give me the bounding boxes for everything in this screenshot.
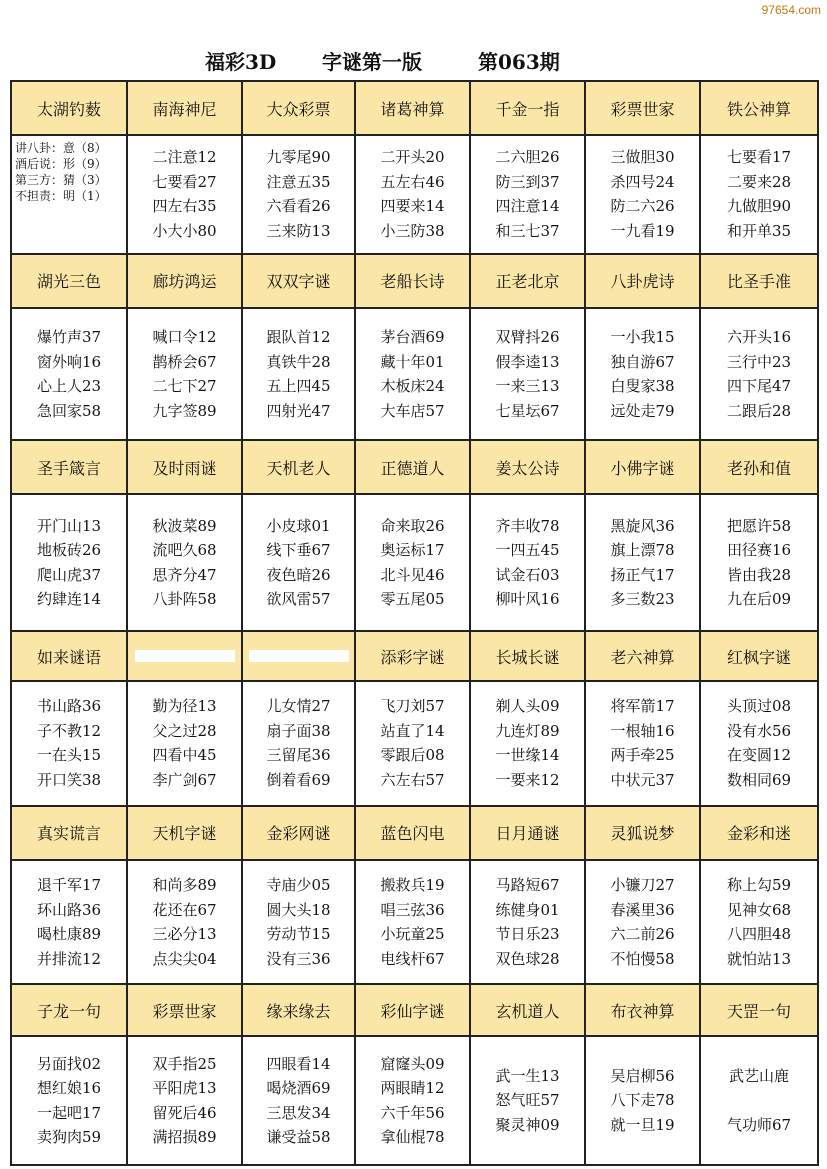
riddle-line: 零五尾05 bbox=[380, 590, 445, 609]
riddle-row bbox=[11, 860, 818, 984]
riddle-line: 花还在67 bbox=[152, 900, 217, 919]
riddle-line: 六二前26 bbox=[610, 925, 675, 943]
column-header: 天机老人 bbox=[242, 440, 355, 494]
riddle-cell bbox=[127, 681, 242, 805]
riddle-line: 思齐分47 bbox=[152, 565, 217, 584]
riddle-line: 把愿许58 bbox=[726, 516, 792, 535]
riddle-line: 八下走78 bbox=[610, 1091, 675, 1110]
column-header: 如来谜语 bbox=[11, 631, 127, 681]
riddle-line: 想红娘16 bbox=[36, 1079, 102, 1098]
riddle-cell bbox=[585, 308, 700, 440]
column-header: 南海神尼 bbox=[127, 81, 242, 135]
riddle-line: 窟窿头09 bbox=[380, 1054, 445, 1073]
column-header: 双双字谜 bbox=[242, 254, 355, 308]
riddle-line: 三来防13 bbox=[266, 221, 331, 240]
riddle-cell bbox=[242, 308, 355, 440]
riddle-line: 称上勾59 bbox=[726, 876, 792, 894]
riddle-cell bbox=[470, 308, 585, 440]
column-header: 八卦虎诗 bbox=[585, 254, 700, 308]
column-header: 千金一指 bbox=[470, 81, 585, 135]
riddle-line: 白叟家38 bbox=[610, 377, 675, 396]
riddle-line: 拿仙棍78 bbox=[380, 1128, 445, 1147]
riddle-line: 春溪里36 bbox=[610, 900, 675, 919]
column-header: 金彩和迷 bbox=[700, 806, 818, 860]
riddle-line: 就怕站13 bbox=[726, 949, 792, 968]
riddle-line: 防三到37 bbox=[495, 172, 560, 191]
riddle-line: 喝烧酒69 bbox=[266, 1079, 331, 1098]
riddle-cell bbox=[585, 860, 700, 984]
riddle-line: 九字签89 bbox=[152, 401, 217, 420]
riddle-line: 六开头16 bbox=[726, 328, 792, 347]
riddle-line: 心上人23 bbox=[36, 377, 102, 396]
riddle-line: 开门山13 bbox=[36, 516, 102, 535]
riddle-line: 八卦阵58 bbox=[152, 590, 217, 609]
riddle-line: 将军箭17 bbox=[610, 697, 675, 716]
riddle-line: 四下尾47 bbox=[726, 377, 792, 396]
riddle-line: 七要看27 bbox=[152, 172, 217, 191]
riddle-line: 爬山虎37 bbox=[36, 565, 102, 584]
riddle-cell bbox=[355, 135, 470, 253]
riddle-line: 茅台酒69 bbox=[380, 328, 445, 347]
riddle-line: 见神女68 bbox=[726, 900, 792, 919]
lottery-name: 福彩3D bbox=[205, 50, 277, 74]
riddle-line: 小玩童25 bbox=[380, 925, 445, 943]
riddle-line: 零跟后08 bbox=[380, 746, 445, 765]
riddle-line: 留死后46 bbox=[152, 1103, 217, 1122]
riddle-cell bbox=[700, 494, 818, 631]
riddle-line: 和三七37 bbox=[495, 221, 560, 240]
riddle-line: 七星坛67 bbox=[495, 401, 560, 420]
riddle-line: 八四胆48 bbox=[726, 925, 792, 943]
riddle-line: 双手指25 bbox=[152, 1054, 217, 1073]
riddle-line: 三留尾36 bbox=[266, 746, 331, 765]
riddle-line: 九连灯89 bbox=[495, 721, 560, 740]
riddle-cell bbox=[470, 494, 585, 631]
riddle-line: 双臂抖26 bbox=[495, 328, 560, 347]
riddle-cell bbox=[470, 135, 585, 253]
column-header: 天机字谜 bbox=[127, 806, 242, 860]
riddle-line: 三思发34 bbox=[266, 1103, 331, 1122]
column-header: 老船长诗 bbox=[355, 254, 470, 308]
riddle-line: 开口笑38 bbox=[36, 770, 102, 789]
riddle-cell bbox=[127, 135, 242, 253]
riddle-line: 远处走79 bbox=[610, 401, 675, 420]
riddle-line: 马路短67 bbox=[495, 876, 560, 894]
riddle-cell bbox=[242, 681, 355, 805]
riddle-line: 谦受益58 bbox=[266, 1128, 331, 1147]
riddle-line: 喊口令12 bbox=[152, 328, 217, 347]
riddle-line: 满招损89 bbox=[152, 1128, 217, 1147]
riddle-row bbox=[11, 135, 818, 253]
riddle-line: 木板床24 bbox=[380, 377, 445, 396]
riddle-line: 在变圆12 bbox=[726, 746, 792, 765]
riddle-line: 扇子面38 bbox=[266, 721, 331, 740]
riddle-cell bbox=[11, 1036, 127, 1165]
riddle-cell bbox=[242, 860, 355, 984]
riddle-line: 四射光47 bbox=[266, 401, 331, 420]
riddle-line: 黑旋风36 bbox=[610, 516, 675, 535]
riddle-line: 电线杆67 bbox=[380, 949, 445, 968]
riddle-line: 练健身01 bbox=[495, 900, 560, 919]
riddle-line: 就一旦19 bbox=[610, 1115, 675, 1134]
riddle-line: 另面找02 bbox=[36, 1054, 102, 1073]
riddle-line: 数相同69 bbox=[726, 770, 792, 789]
riddle-line: 儿女情27 bbox=[266, 697, 331, 716]
header-row bbox=[11, 254, 818, 308]
header-row bbox=[11, 440, 818, 494]
riddle-line: 二跟后28 bbox=[726, 401, 792, 420]
riddle-cell bbox=[127, 308, 242, 440]
riddle-line: 假李逵13 bbox=[495, 352, 560, 371]
riddle-line: 一要来12 bbox=[495, 770, 560, 789]
riddle-line: 怒气旺57 bbox=[495, 1091, 560, 1110]
riddle-line: 唱三弦36 bbox=[380, 900, 445, 919]
header-row bbox=[11, 81, 818, 135]
riddle-line: 卖狗肉59 bbox=[36, 1128, 102, 1147]
riddle-line: 四看中45 bbox=[152, 746, 217, 765]
riddle-line: 三行中23 bbox=[726, 352, 792, 371]
riddle-cell bbox=[11, 494, 127, 631]
column-header: 红枫字谜 bbox=[700, 631, 818, 681]
column-header: 天罡一句 bbox=[700, 984, 818, 1036]
riddle-cell bbox=[127, 494, 242, 631]
riddle-cell bbox=[355, 860, 470, 984]
riddle-line: 流吧久68 bbox=[152, 541, 217, 560]
riddle-line: 搬救兵19 bbox=[380, 876, 445, 894]
riddle-line: 鹊桥会67 bbox=[152, 352, 217, 371]
column-header: 及时雨谜 bbox=[127, 440, 242, 494]
riddle-line bbox=[701, 1088, 817, 1113]
riddle-cell bbox=[11, 308, 127, 440]
riddle-line: 五上四45 bbox=[266, 377, 331, 396]
riddle-line: 夜色暗26 bbox=[266, 565, 331, 584]
site-watermark: 97654.com bbox=[761, 3, 821, 17]
riddle-line: 李广剑67 bbox=[152, 770, 217, 789]
column-header: 诸葛神算 bbox=[355, 81, 470, 135]
riddle-line: 三做胆30 bbox=[610, 148, 675, 167]
riddle-cell bbox=[355, 681, 470, 805]
riddle-line: 一起吧17 bbox=[36, 1103, 102, 1122]
riddle-cell bbox=[127, 860, 242, 984]
riddle-line: 北斗见46 bbox=[380, 565, 445, 584]
riddle-line: 试金石03 bbox=[495, 565, 560, 584]
riddle-line: 命来取26 bbox=[380, 516, 445, 535]
riddle-cell bbox=[242, 1036, 355, 1165]
column-header: 蓝色闪电 bbox=[355, 806, 470, 860]
riddle-cell bbox=[585, 1036, 700, 1165]
column-header: 湖光三色 bbox=[11, 254, 127, 308]
riddle-cell bbox=[470, 681, 585, 805]
riddle-cell bbox=[242, 494, 355, 631]
riddle-line: 九零尾90 bbox=[266, 148, 331, 167]
riddle-line: 大车店57 bbox=[380, 401, 445, 420]
column-header bbox=[242, 631, 355, 681]
column-header: 廊坊鸿运 bbox=[127, 254, 242, 308]
riddle-line: 倒着看69 bbox=[266, 770, 331, 789]
riddle-line: 喝杜康89 bbox=[36, 925, 102, 943]
riddle-line: 飞刀刘57 bbox=[380, 697, 445, 716]
riddle-cell bbox=[585, 681, 700, 805]
column-header: 彩票世家 bbox=[127, 984, 242, 1036]
column-header bbox=[127, 631, 242, 681]
riddle-cell bbox=[700, 860, 818, 984]
riddle-line: 二注意12 bbox=[152, 148, 217, 167]
riddle-line: 九在后09 bbox=[726, 590, 792, 609]
riddle-line: 三必分13 bbox=[152, 925, 217, 943]
header-row bbox=[11, 631, 818, 681]
riddle-line: 真铁牛28 bbox=[266, 352, 331, 371]
riddle-line: 吴启柳56 bbox=[610, 1066, 675, 1085]
riddle-line: 杀四号24 bbox=[610, 172, 675, 191]
page-title bbox=[0, 44, 827, 78]
riddle-line: 节日乐23 bbox=[495, 925, 560, 943]
header-row bbox=[11, 806, 818, 860]
riddle-line: 注意五35 bbox=[266, 172, 331, 191]
riddle-line: 劳动节15 bbox=[266, 925, 331, 943]
riddle-row bbox=[11, 308, 818, 440]
column-header: 小佛字谜 bbox=[585, 440, 700, 494]
column-header: 金彩网谜 bbox=[242, 806, 355, 860]
riddle-line: 奥运标17 bbox=[380, 541, 445, 560]
riddle-cell bbox=[355, 308, 470, 440]
riddle-line: 气功师67 bbox=[726, 1115, 792, 1134]
riddle-line: 四要来14 bbox=[380, 197, 445, 216]
column-header: 姜太公诗 bbox=[470, 440, 585, 494]
riddle-line: 四眼看14 bbox=[266, 1054, 331, 1073]
riddle-line: 和尚多89 bbox=[152, 876, 217, 894]
riddle-line: 四注意14 bbox=[495, 197, 560, 216]
column-header: 布衣神算 bbox=[585, 984, 700, 1036]
riddle-cell bbox=[127, 1036, 242, 1165]
riddle-line: 二七下27 bbox=[152, 377, 217, 396]
riddle-line: 不怕慢58 bbox=[610, 949, 675, 968]
riddle-line: 二开头20 bbox=[380, 148, 445, 167]
riddle-line: 一在头15 bbox=[36, 746, 102, 765]
riddle-line: 父之过28 bbox=[152, 721, 217, 740]
riddle-line: 窗外响16 bbox=[36, 352, 102, 371]
edition-name: 字谜第一版 bbox=[322, 50, 422, 74]
column-header: 日月通谜 bbox=[470, 806, 585, 860]
riddle-line: 跟队首12 bbox=[266, 328, 331, 347]
column-header: 彩票世家 bbox=[585, 81, 700, 135]
riddle-line: 一世缘14 bbox=[495, 746, 560, 765]
note-line: 不担责：明（1） bbox=[15, 189, 107, 204]
column-header: 缘来缘去 bbox=[242, 984, 355, 1036]
riddle-line: 子不教12 bbox=[36, 721, 102, 740]
riddle-line: 点尖尖04 bbox=[152, 949, 217, 968]
column-header: 老孙和值 bbox=[700, 440, 818, 494]
note-cell bbox=[11, 135, 127, 253]
riddle-cell bbox=[700, 308, 818, 440]
riddle-line: 两手牵25 bbox=[610, 746, 675, 765]
riddle-line: 约肆连14 bbox=[36, 590, 102, 609]
riddle-cell bbox=[11, 860, 127, 984]
riddle-line: 剃人头09 bbox=[495, 697, 560, 716]
note-line: 酒后说：形（9） bbox=[15, 157, 107, 172]
column-header: 彩仙字谜 bbox=[355, 984, 470, 1036]
riddle-cell bbox=[11, 681, 127, 805]
riddle-cell bbox=[585, 135, 700, 253]
riddle-line: 旗上漂78 bbox=[610, 541, 675, 560]
riddle-line: 急回家58 bbox=[36, 401, 102, 420]
riddle-cell bbox=[585, 494, 700, 631]
riddle-cell bbox=[700, 1036, 818, 1165]
riddle-line: 皆由我28 bbox=[726, 565, 792, 584]
riddle-table bbox=[10, 80, 819, 1166]
column-header: 玄机道人 bbox=[470, 984, 585, 1036]
column-header: 老六神算 bbox=[585, 631, 700, 681]
riddle-line: 寺庙少05 bbox=[266, 876, 331, 894]
riddle-line: 九做胆90 bbox=[726, 197, 792, 216]
riddle-line: 小三防38 bbox=[380, 221, 445, 240]
riddle-line: 五左右46 bbox=[380, 172, 445, 191]
riddle-line: 线下垂67 bbox=[266, 541, 331, 560]
riddle-cell bbox=[242, 135, 355, 253]
note-line: 讲八卦：意（8） bbox=[15, 141, 107, 156]
column-header: 长城长谜 bbox=[470, 631, 585, 681]
riddle-line: 平阳虎13 bbox=[152, 1079, 217, 1098]
riddle-line: 欲风雷57 bbox=[266, 590, 331, 609]
riddle-line: 扬正气17 bbox=[610, 565, 675, 584]
riddle-line: 站直了14 bbox=[380, 721, 445, 740]
riddle-cell bbox=[355, 1036, 470, 1165]
column-header: 大众彩票 bbox=[242, 81, 355, 135]
header-row bbox=[11, 984, 818, 1036]
riddle-line: 藏十年01 bbox=[380, 352, 445, 371]
riddle-line: 秋波菜89 bbox=[152, 516, 217, 535]
riddle-row bbox=[11, 1036, 818, 1165]
riddle-line: 田径赛16 bbox=[726, 541, 792, 560]
riddle-line: 一九看19 bbox=[610, 221, 675, 240]
riddle-cell bbox=[700, 135, 818, 253]
note-line: 第三方：猜（3） bbox=[15, 173, 107, 188]
riddle-line: 武一生13 bbox=[495, 1066, 560, 1085]
column-header: 圣手箴言 bbox=[11, 440, 127, 494]
riddle-line: 没有水56 bbox=[726, 721, 792, 740]
column-header: 添彩字谜 bbox=[355, 631, 470, 681]
riddle-line: 书山路36 bbox=[36, 697, 102, 716]
riddle-line: 六看看26 bbox=[266, 197, 331, 216]
riddle-line: 一根轴16 bbox=[610, 721, 675, 740]
issue-number: 第063期 bbox=[478, 50, 560, 74]
column-header: 比圣手准 bbox=[700, 254, 818, 308]
riddle-line: 圆大头18 bbox=[266, 900, 331, 919]
riddle-line: 一来三13 bbox=[495, 377, 560, 396]
riddle-line: 和开单35 bbox=[726, 221, 792, 240]
riddle-line: 柳叶风16 bbox=[495, 590, 560, 609]
riddle-line: 七要看17 bbox=[726, 148, 792, 167]
riddle-line: 一四五45 bbox=[495, 541, 560, 560]
riddle-cell bbox=[700, 681, 818, 805]
column-header: 正老北京 bbox=[470, 254, 585, 308]
riddle-line: 聚灵神09 bbox=[495, 1115, 560, 1134]
column-header: 灵狐说梦 bbox=[585, 806, 700, 860]
riddle-line: 小大小80 bbox=[152, 221, 217, 240]
riddle-row bbox=[11, 681, 818, 805]
riddle-line: 头顶过08 bbox=[726, 697, 792, 716]
column-header: 正德道人 bbox=[355, 440, 470, 494]
riddle-line: 齐丰收78 bbox=[495, 516, 560, 535]
riddle-line: 独自游67 bbox=[610, 352, 675, 371]
riddle-line: 爆竹声37 bbox=[36, 328, 102, 347]
column-header: 子龙一句 bbox=[11, 984, 127, 1036]
riddle-line: 武艺山鹿 bbox=[728, 1066, 789, 1085]
riddle-line: 中状元37 bbox=[610, 770, 675, 789]
riddle-line: 环山路36 bbox=[36, 900, 102, 919]
riddle-line: 一小我15 bbox=[610, 328, 675, 347]
column-header: 真实谎言 bbox=[11, 806, 127, 860]
riddle-cell bbox=[470, 1036, 585, 1165]
riddle-line: 没有三36 bbox=[266, 949, 331, 968]
column-header: 铁公神算 bbox=[700, 81, 818, 135]
column-header: 太湖钓薮 bbox=[11, 81, 127, 135]
riddle-line: 小皮球01 bbox=[266, 516, 331, 535]
riddle-line: 防二六26 bbox=[610, 197, 675, 216]
riddle-line: 二要来28 bbox=[726, 172, 792, 191]
riddle-line: 地板砖26 bbox=[36, 541, 102, 560]
riddle-cell bbox=[470, 860, 585, 984]
riddle-line: 双色球28 bbox=[495, 949, 560, 968]
riddle-cell bbox=[355, 494, 470, 631]
riddle-line: 小镰刀27 bbox=[610, 876, 675, 894]
riddle-line: 退千军17 bbox=[36, 876, 102, 894]
riddle-line: 并排流12 bbox=[36, 949, 102, 968]
riddle-line: 二六胆26 bbox=[495, 148, 560, 167]
riddle-line: 六千年56 bbox=[380, 1103, 445, 1122]
riddle-line: 勤为径13 bbox=[152, 697, 217, 716]
riddle-line: 两眼睛12 bbox=[380, 1079, 445, 1098]
riddle-line: 六左右57 bbox=[380, 770, 445, 789]
riddle-line: 四左右35 bbox=[152, 197, 217, 216]
riddle-row bbox=[11, 494, 818, 631]
riddle-line: 多三数23 bbox=[610, 590, 675, 609]
